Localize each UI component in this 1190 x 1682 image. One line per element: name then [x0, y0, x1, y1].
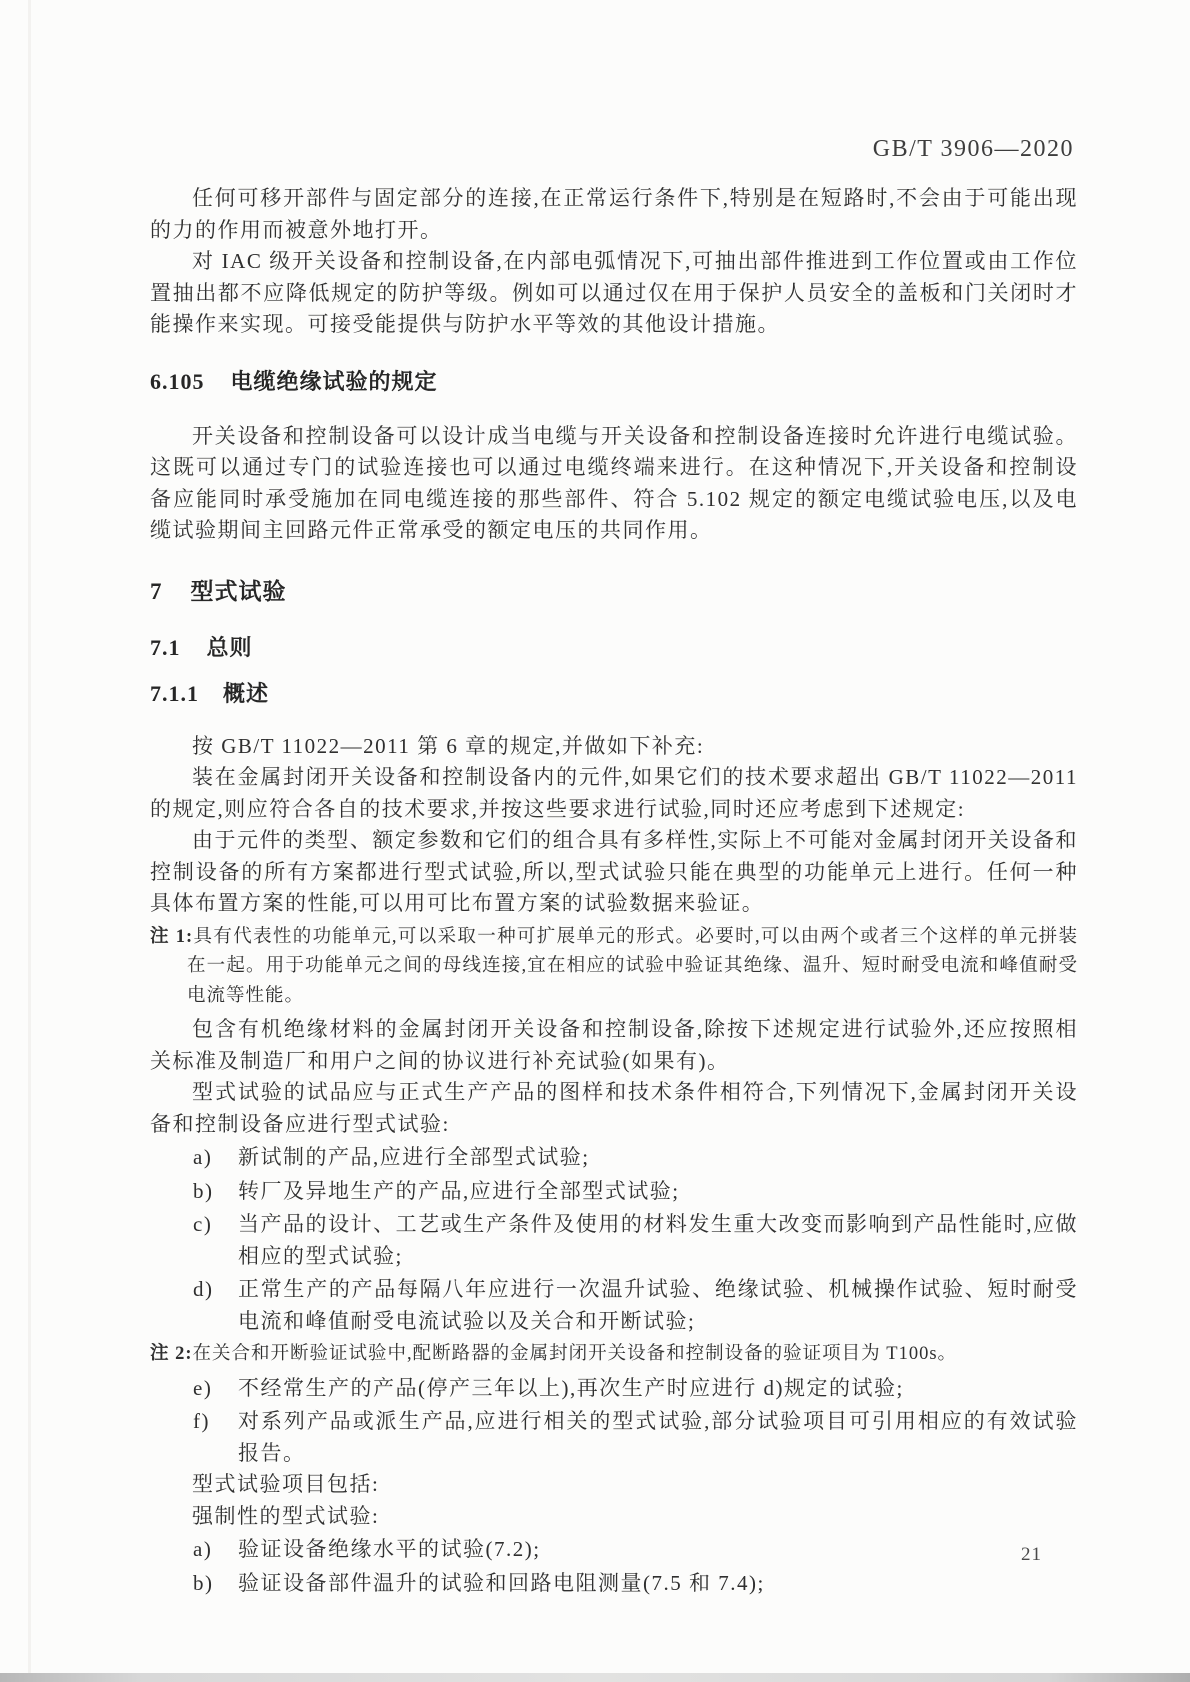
note-2-text: 在关合和开断验证试验中,配断路器的金属封闭开关设备和控制设备的验证项目为 T100s。 [192, 1344, 958, 1364]
standard-code-header: GB/T 3906—2020 [872, 136, 1074, 162]
list-item [193, 1176, 1078, 1208]
paragraph-mandatory-tests: 强制性的型式试验: [192, 1503, 380, 1528]
list-item [193, 1406, 1078, 1469]
type-test-condition-list-2 [193, 1373, 1078, 1470]
paragraph-gbt11022: 按 GB/T 11022—2011 第 6 章的规定,并做如下补充: [192, 733, 705, 758]
note-1-text: 具有代表性的功能单元,可以采取一种可扩展单元的形式。必要时,可以由两个或者三个这样的单元拼装在一起。用于功能单元之间的母线连接,宜在相应的试验中验证其绝缘、温升、短时耐受电流和峰值耐受电流等性能。 [187, 926, 1078, 1006]
paragraph-components: 装在金属封闭开关设备和控制设备内的元件,如果它们的技术要求超出 GB/T 11022—2011 的规定,则应符合各自的技术要求,并按这些要求进行试验,同时还应考虑到下述规定: [150, 765, 1078, 821]
heading-7 [150, 577, 1078, 607]
page-number: 21 [1021, 1544, 1042, 1565]
paragraph-iac-class: 对 IAC 级开关设备和控制设备,在内部电弧情况下,可抽出部件推进到工作位置或由工作位置抽出都不应降低规定的防护等级。例如可以通过仅在用于保护人员安全的盖板和门关闭时才能操作来实现。可接受能提供与防护水平等效的其他设计措施。 [150, 249, 1078, 336]
heading-6-105-number: 6.105 [150, 368, 205, 394]
mandatory-test-list [193, 1534, 1078, 1599]
note-2 [150, 1340, 1078, 1370]
heading-7-1-1 [150, 679, 1078, 709]
heading-7-1-1-number: 7.1.1 [150, 680, 199, 706]
list-item [193, 1534, 1078, 1566]
list-item-marker: a) [193, 1145, 213, 1169]
scan-edge-line [28, 0, 31, 1682]
list-item-marker: b) [193, 1178, 214, 1203]
list-item-text: 当产品的设计、工艺或生产条件及使用的材料发生重大改变而影响到产品性能时,应做相应的型式试验; [238, 1212, 1078, 1268]
heading-7-1-1-title: 概述 [223, 680, 270, 706]
paragraph-component-variety: 由于元件的类型、额定参数和它们的组合具有多样性,实际上不可能对金属封闭开关设备和控制设备的所有方案都进行型式试验,所以,型式试验只能在典型的功能单元上进行。任何一种具体布置方案的性能,可以用可比布置方案的试验数据来验证。 [150, 828, 1078, 915]
list-item [193, 1209, 1078, 1272]
heading-7-1-number: 7.1 [150, 634, 181, 660]
list-item-text: 新试制的产品,应进行全部型式试验; [238, 1145, 590, 1169]
heading-7-1-title: 总则 [206, 634, 253, 660]
list-item-marker: e) [193, 1375, 213, 1400]
scan-bottom-shadow [0, 1673, 1190, 1682]
list-item-text: 转厂及异地生产的产品,应进行全部型式试验; [238, 1178, 680, 1203]
list-item [193, 1373, 1078, 1405]
paragraph-cable-test: 开关设备和控制设备可以设计成当电缆与开关设备和控制设备连接时允许进行电缆试验。这既可以通过专门的试验连接也可以通过电缆终端来进行。在这种情况下,开关设备和控制设备应能同时承受施加在同电缆连接的那些部件、符合 5.102 规定的额定电缆试验电压,以及电缆试验期间主回路元件正常承受的额定电压的共同作用。 [150, 423, 1078, 542]
list-item-text: 不经常生产的产品(停产三年以上),再次生产时应进行 d)规定的试验; [238, 1375, 904, 1400]
list-item-text: 验证设备部件温升的试验和回路电阻测量(7.5 和 7.4); [238, 1570, 765, 1595]
heading-7-1 [150, 633, 1078, 663]
list-item-marker: b) [193, 1570, 214, 1595]
note-1 [150, 923, 1078, 1012]
paragraph-test-items-include: 型式试验项目包括: [192, 1472, 380, 1496]
list-item-text: 对系列产品或派生产品,应进行相关的型式试验,部分试验项目可引用相应的有效试验报告。 [238, 1409, 1078, 1465]
list-item-text: 验证设备绝缘水平的试验(7.2); [238, 1537, 541, 1561]
paragraph-removable-parts: 任何可移开部件与固定部分的连接,在正常运行条件下,特别是在短路时,不会由于可能出现的力的作用而被意外地打开。 [150, 186, 1078, 242]
heading-7-number: 7 [150, 578, 163, 604]
list-item-text: 正常生产的产品每隔八年应进行一次温升试验、绝缘试验、机械操作试验、短时耐受电流和峰值耐受电流试验以及关合和开断试验; [238, 1277, 1078, 1333]
list-item-marker: a) [193, 1537, 213, 1561]
paragraph-type-test-sample: 型式试验的试品应与正式生产产品的图样和技术条件相符合,下列情况下,金属封闭开关设备和控制设备应进行型式试验: [150, 1080, 1078, 1136]
list-item-marker: f) [193, 1409, 210, 1433]
list-item [193, 1568, 1078, 1600]
paragraph-organic-insulation: 包含有机绝缘材料的金属封闭开关设备和控制设备,除按下述规定进行试验外,还应按照相关标准及制造厂和用户之间的协议进行补充试验(如果有)。 [150, 1017, 1078, 1073]
note-2-label: 注 2: [150, 1344, 193, 1364]
page-content [150, 183, 1078, 1599]
heading-6-105 [150, 367, 1078, 397]
list-item-marker: c) [193, 1212, 213, 1236]
list-item-marker: d) [193, 1277, 214, 1301]
list-item [193, 1274, 1078, 1337]
list-item [193, 1142, 1078, 1174]
heading-6-105-title: 电缆绝缘试验的规定 [230, 368, 438, 394]
heading-7-title: 型式试验 [190, 578, 287, 604]
type-test-condition-list [193, 1142, 1078, 1337]
note-1-label: 注 1: [150, 926, 194, 947]
